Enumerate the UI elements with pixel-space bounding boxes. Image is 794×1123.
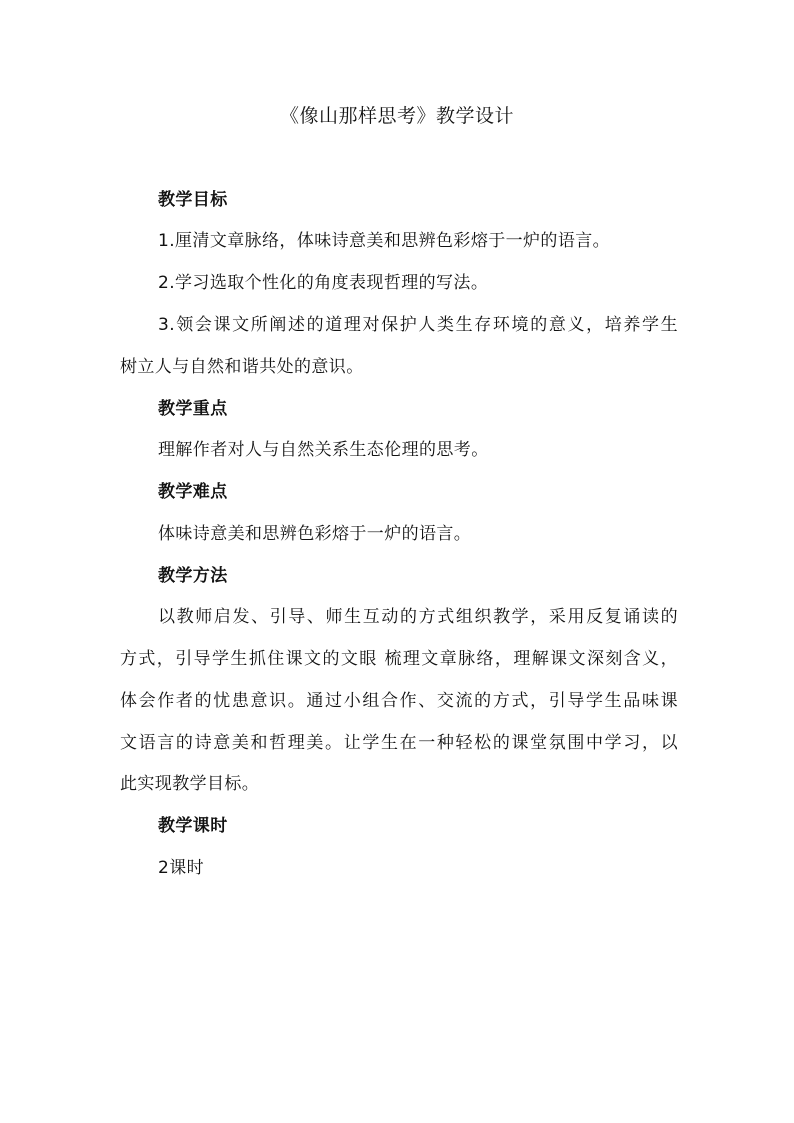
method-line-4: 文语言的诗意美和哲理美。让学生在一种轻松的课堂氛围中学习，以 bbox=[120, 733, 678, 753]
hours-text: 2课时 bbox=[158, 858, 205, 878]
goal-item-3-line-1: 3.领会课文所阐述的道理对保护人类生存环境的意义，培养学生 bbox=[158, 315, 678, 335]
method-heading: 教学方法 bbox=[158, 566, 228, 586]
method-line-3: 体会作者的忧患意识。通过小组合作、交流的方式，引导学生品味课 bbox=[120, 691, 678, 711]
document-title: 《像山那样思考》教学设计 bbox=[279, 105, 514, 127]
method-line-1: 以教师启发、引导、师生互动的方式组织教学，采用反复诵读的 bbox=[158, 607, 678, 627]
method-line-5: 此实现教学目标。 bbox=[120, 774, 260, 794]
hours-heading: 教学课时 bbox=[158, 816, 228, 836]
key-point-text: 理解作者对人与自然关系生态伦理的思考。 bbox=[158, 440, 489, 460]
goal-item-3-line-2: 树立人与自然和谐共处的意识。 bbox=[120, 357, 364, 377]
key-point-heading: 教学重点 bbox=[158, 399, 228, 419]
goal-item-2: 2.学习选取个性化的角度表现哲理的写法。 bbox=[158, 273, 489, 293]
difficulty-text: 体味诗意美和思辨色彩熔于一炉的语言。 bbox=[158, 524, 472, 544]
goals-heading: 教学目标 bbox=[158, 190, 228, 210]
goal-item-1: 1.厘清文章脉络，体味诗意美和思辨色彩熔于一炉的语言。 bbox=[158, 231, 611, 251]
method-line-2: 方式，引导学生抓住课文的文眼 梳理文章脉络，理解课文深刻含义， bbox=[120, 649, 678, 669]
difficulty-heading: 教学难点 bbox=[158, 482, 228, 502]
